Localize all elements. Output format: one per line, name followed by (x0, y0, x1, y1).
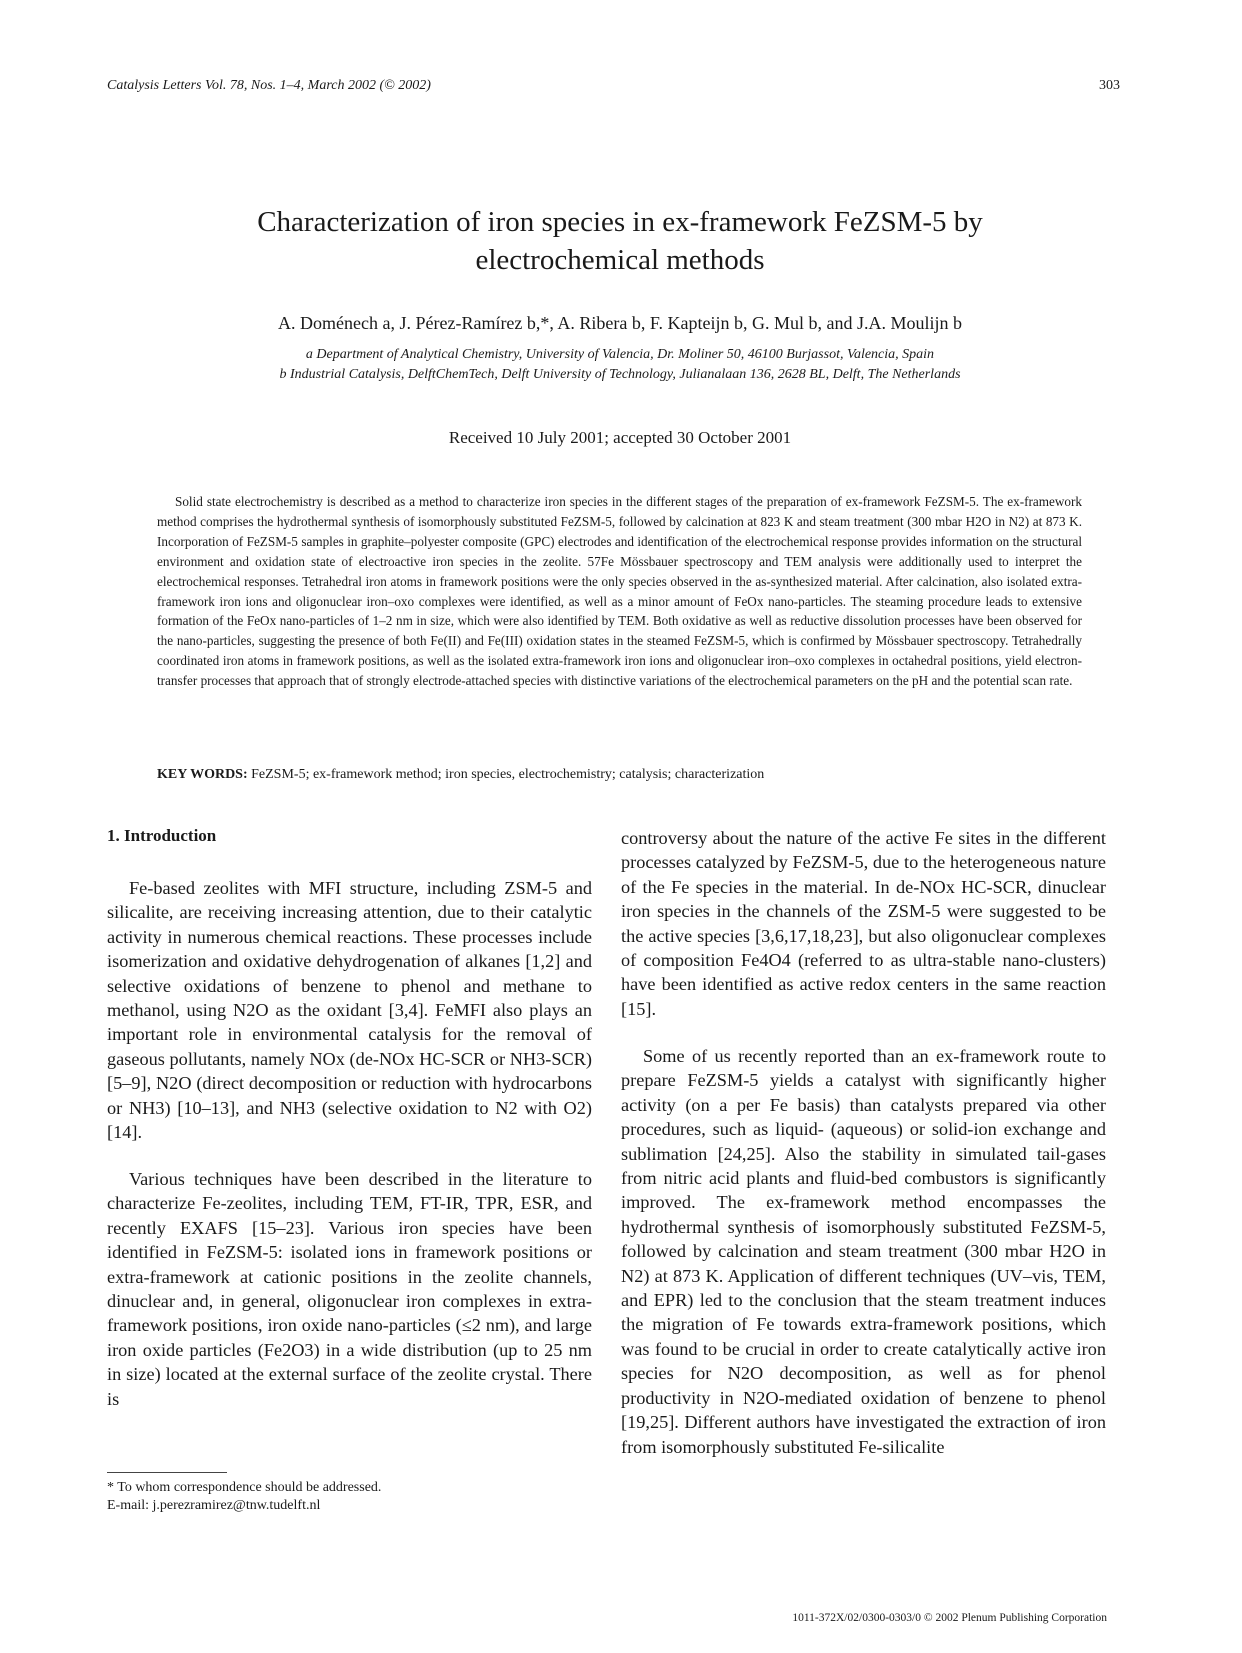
affiliation-a: a Department of Analytical Chemistry, University of Valencia, Dr. Moliner 50, 46100 Burjassot, Valencia, Spain (305, 347, 935, 362)
title-line-2: electrochemical methods (475, 244, 765, 276)
keywords-text: FeZSM-5; ex-framework method; iron species, electrochemistry; catalysis; characterization (251, 767, 765, 782)
footnote-email: E-mail: j.perezramirez@tnw.tudelft.nl (107, 1498, 321, 1513)
right-paragraph-2: Some of us recently reported than an ex-framework route to prepare FeZSM-5 yields a catalyst with significantly higher activity (on a per Fe basis) than catalysts prepared via other procedures, such as liquid- (aqueous) or solid-ion exchange and sublimation [24,25]. Also the stability in simulated tail-gases from nitric acid plants and fluid-bed combustors is significantly improved. The ex-framework method encompasses the hydrothermal synthesis of isomorphously substituted FeZSM-5, followed by calcination and steam treatment (300 mbar H2O in N2) at 873 K. Application of different techniques (UV–vis, TEM, and EPR) led to the conclusion that the steam treatment induces the migration of Fe towards extra-framework positions, which was found to be crucial in order to create catalytically active iron species for N2O decomposition, as well as for phenol productivity in N2O-mediated oxidation of benzene to phenol [19,25]. Different authors have investigated the extraction of iron from isomorphously substituted Fe-silicalite (621, 1046, 1106, 1457)
intro-paragraph-1: Fe-based zeolites with MFI structure, including ZSM-5 and silicalite, are receiving increasing attention, due to their catalytic activity in numerous chemical reactions. These processes include isomerization and oxidative dehydrogenation of alkanes [1,2] and selective oxidations of benzene to phenol and methane to methanol, using N2O as the oxidant [3,4]. FeMFI also plays an important role in environmental catalysis for the removal of gaseous pollutants, namely NOx (de-NOx HC-SCR or NH3-SCR) [5–9], N2O (direct decomposition or reduction with hydrocarbons or NH3) [10–13], and NH3 (selective oxidation to N2 with O2) [14]. (107, 878, 592, 1143)
paper-title (120, 203, 1120, 279)
author-list: A. Doménech a, J. Pérez-Ramírez b,*, A. Ribera b, F. Kapteijn b, G. Mul b, and J.A. Moulijn b (278, 313, 962, 333)
footnote-correspondence: * To whom correspondence should be addressed. (107, 1480, 382, 1495)
keywords-label: KEY WORDS: (157, 767, 248, 782)
title-line-1: Characterization of iron species in ex-framework FeZSM-5 by (257, 206, 983, 238)
journal-header: Catalysis Letters Vol. 78, Nos. 1–4, March 2002 (© 2002) (107, 78, 431, 93)
section-heading: 1. Introduction (107, 826, 217, 845)
abstract: Solid state electrochemistry is described as a method to characterize iron species in the different stages of the preparation of ex-framework FeZSM-5. The ex-framework method comprises the hydrothermal synthesis of isomorphously substituted FeZSM-5, followed by calcination at 823 K and steam treatment (300 mbar H2O in N2) at 873 K. Incorporation of FeZSM-5 samples in graphite–polyester composite (GPC) electrodes and identification of the electrochemical response provides information on the structural environment and oxidation state of electroactive iron species in the zeolite. 57Fe Mössbauer spectroscopy and TEM analysis were additionally used to interpret the electrochemical responses. Tetrahedral iron atoms in framework positions were the only species observed in the as-synthesized material. After calcination, also isolated extra-framework iron ions and oligonuclear iron–oxo complexes were identified, as well as a minor amount of FeOx nano-particles. The steaming procedure leads to extensive formation of the FeOx nano-particles of 1–2 nm in size, which were also identified by TEM. Both oxidative as well as reductive dissolution processes have been observed for the nano-particles, suggesting the presence of both Fe(II) and Fe(III) oxidation states in the steamed FeZSM-5, which is confirmed by Mössbauer spectroscopy. Tetrahedrally coordinated iron atoms in framework positions, as well as the isolated extra-framework iron ions and oligonuclear iron–oxo complexes in octahedral positions, yield electron-transfer processes that approach that of strongly electrode-attached species with distinctive variations of the electrochemical parameters on the pH and the potential scan rate. (157, 494, 1082, 689)
copyright-footer: 1011-372X/02/0300-0303/0 © 2002 Plenum Publishing Corporation (792, 1612, 1107, 1624)
received-dates: Received 10 July 2001; accepted 30 October 2001 (448, 428, 792, 447)
intro-paragraph-2: Various techniques have been described in the literature to characterize Fe-zeolites, including TEM, FT-IR, TPR, ESR, and recently EXAFS [15–23]. Various iron species have been identified in FeZSM-5: isolated ions in framework positions or extra-framework at cationic positions in the zeolite channels, dinuclear and, in general, oligonuclear iron complexes in extra-framework positions, iron oxide nano-particles (≤2 nm), and large iron oxide particles (Fe2O3) in a wide distribution (up to 25 nm in size) located at the external surface of the zeolite crystal. There is (107, 1169, 592, 1409)
page-number: 303 (1099, 78, 1120, 93)
affiliation-b: b Industrial Catalysis, DelftChemTech, Delft University of Technology, Julianalaan 136, 2628 BL, Delft, The Netherlands (279, 367, 961, 382)
footnote-rule (107, 1472, 227, 1473)
keywords (157, 767, 1082, 783)
right-paragraph-1: controversy about the nature of the active Fe sites in the different processes catalyzed by FeZSM-5, due to the heterogeneous nature of the Fe species in the material. In de-NOx HC-SCR, dinuclear iron species in the channels of the ZSM-5 were suggested to be the active species [3,6,17,18,23], but also oligonuclear complexes of composition Fe4O4 (referred to as ultra-stable nano-clusters) have been identified as active redox centers in the same reaction [15]. (621, 828, 1106, 1019)
